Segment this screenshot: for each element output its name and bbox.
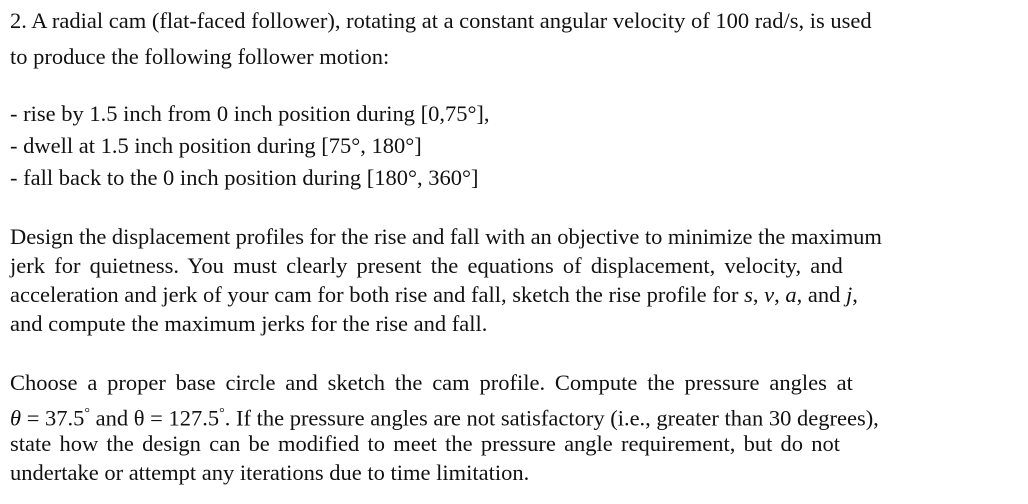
- pressure-line-4: undertake or attempt any iterations due to time limitation.: [10, 460, 530, 485]
- var-j: j: [845, 282, 853, 307]
- pressure-line-3: state how the design can be modified to meet the pressure angle requirement, but do not: [10, 431, 841, 456]
- pressure-line-1: Choose a proper base circle and sketch the cam profile. Compute the pressure angles at: [10, 370, 853, 395]
- theta-value-1: = 37.5: [21, 405, 85, 431]
- and-text: , and: [796, 282, 841, 307]
- design-line-2: jerk for quietness. You must clearly present the equations of displacement, velocity, and: [10, 253, 843, 278]
- and-word: and: [90, 405, 134, 431]
- design-line-1: Design the displacement profiles for the rise and fall with an objective to minimize the maximum: [10, 224, 882, 249]
- var-v: v: [764, 282, 775, 307]
- var-s: s: [744, 282, 753, 307]
- motion-fall: - fall back to the 0 inch position during [180°, 360°]: [10, 165, 479, 190]
- intro-text-1: A radial cam (flat-faced follower), rotating at a constant angular velocity of 100 rad/s, is used: [31, 8, 872, 33]
- degree-2: °: [219, 406, 225, 421]
- problem-number: 2.: [10, 8, 27, 33]
- theta-symbol-2: θ: [133, 405, 145, 431]
- comma-2: ,: [774, 282, 780, 307]
- comma-3: ,: [852, 282, 858, 307]
- comma-1: ,: [752, 282, 759, 307]
- intro-line-2: to produce the following follower motion:: [10, 44, 390, 69]
- intro-line-1: [10, 6, 872, 36]
- motion-rise: - rise by 1.5 inch from 0 inch position during [0,75°],: [10, 101, 490, 126]
- var-a: a: [785, 282, 797, 307]
- theta-symbol-1: θ: [10, 405, 22, 431]
- design-line-3-text: acceleration and jerk of your cam for both rise and fall, sketch the rise profile for: [10, 282, 739, 307]
- design-line-4: and compute the maximum jerks for the rise and fall.: [10, 311, 488, 336]
- design-line-3: [10, 280, 858, 310]
- pressure-line-2-text: . If the pressure angles are not satisfactory (i.e., greater than 30 degrees),: [224, 405, 879, 431]
- theta-value-2: = 127.5: [144, 405, 220, 431]
- motion-dwell: - dwell at 1.5 inch position during [75°, 180°]: [10, 133, 422, 158]
- degree-1: °: [84, 406, 90, 421]
